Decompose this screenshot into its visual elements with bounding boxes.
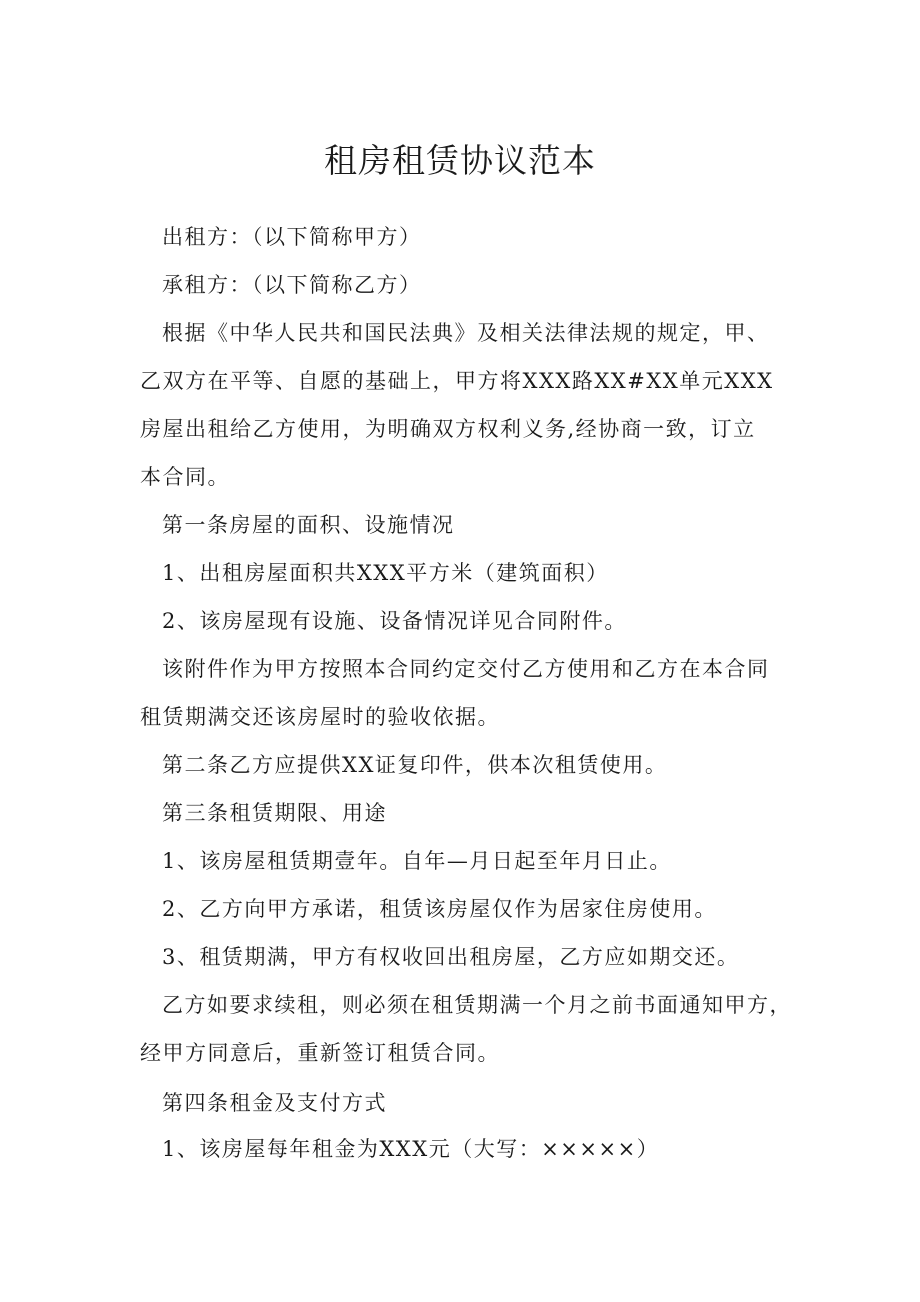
section-heading: 第三条租赁期限、用途: [162, 801, 387, 825]
clause-item: 1、该房屋租赁期壹年。自年—月日起至年月日止。: [162, 849, 672, 873]
clause-item: 1、出租房屋面积共XXX平方米（建筑面积）: [162, 561, 609, 585]
paragraph-line: 根据《中华人民共和国民法典》及相关法律法规的规定，甲、: [162, 321, 770, 345]
section-heading: 第四条租金及支付方式: [162, 1091, 387, 1115]
lessee-line: 承租方：（以下简称乙方）: [162, 273, 422, 297]
clause-item: 3、租赁期满，甲方有权收回出租房屋，乙方应如期交还。: [162, 945, 740, 969]
paragraph-line: 房屋出租给乙方使用，为明确双方权利义务,经协商一致，订立: [140, 417, 756, 441]
document-title: 租房租赁协议范本: [324, 141, 596, 180]
clause-item: 2、乙方向甲方承诺，租赁该房屋仅作为居家住房使用。: [162, 897, 717, 921]
paragraph-line: 经甲方同意后，重新签订租赁合同。: [140, 1041, 500, 1065]
section-heading: 第一条房屋的面积、设施情况: [162, 513, 455, 537]
paragraph-line: 本合同。: [140, 465, 230, 489]
paragraph-line: 乙方如要求续租，则必须在租赁期满一个月之前书面通知甲方，: [162, 993, 792, 1017]
clause-item: 2、该房屋现有设施、设备情况详见合同附件。: [162, 609, 627, 633]
paragraph-line: 该附件作为甲方按照本合同约定交付乙方使用和乙方在本合同: [162, 657, 770, 681]
paragraph-line: 租赁期满交还该房屋时的验收依据。: [140, 705, 500, 729]
paragraph-line: 乙双方在平等、自愿的基础上，甲方将XXX路XX#XX单元XXX: [140, 369, 774, 393]
lessor-line: 出租方：（以下简称甲方）: [162, 225, 422, 249]
section-heading: 第二条乙方应提供XX证复印件，供本次租赁使用。: [162, 753, 668, 777]
clause-item: 1、该房屋每年租金为XXX元（大写：×××××）: [162, 1137, 660, 1161]
